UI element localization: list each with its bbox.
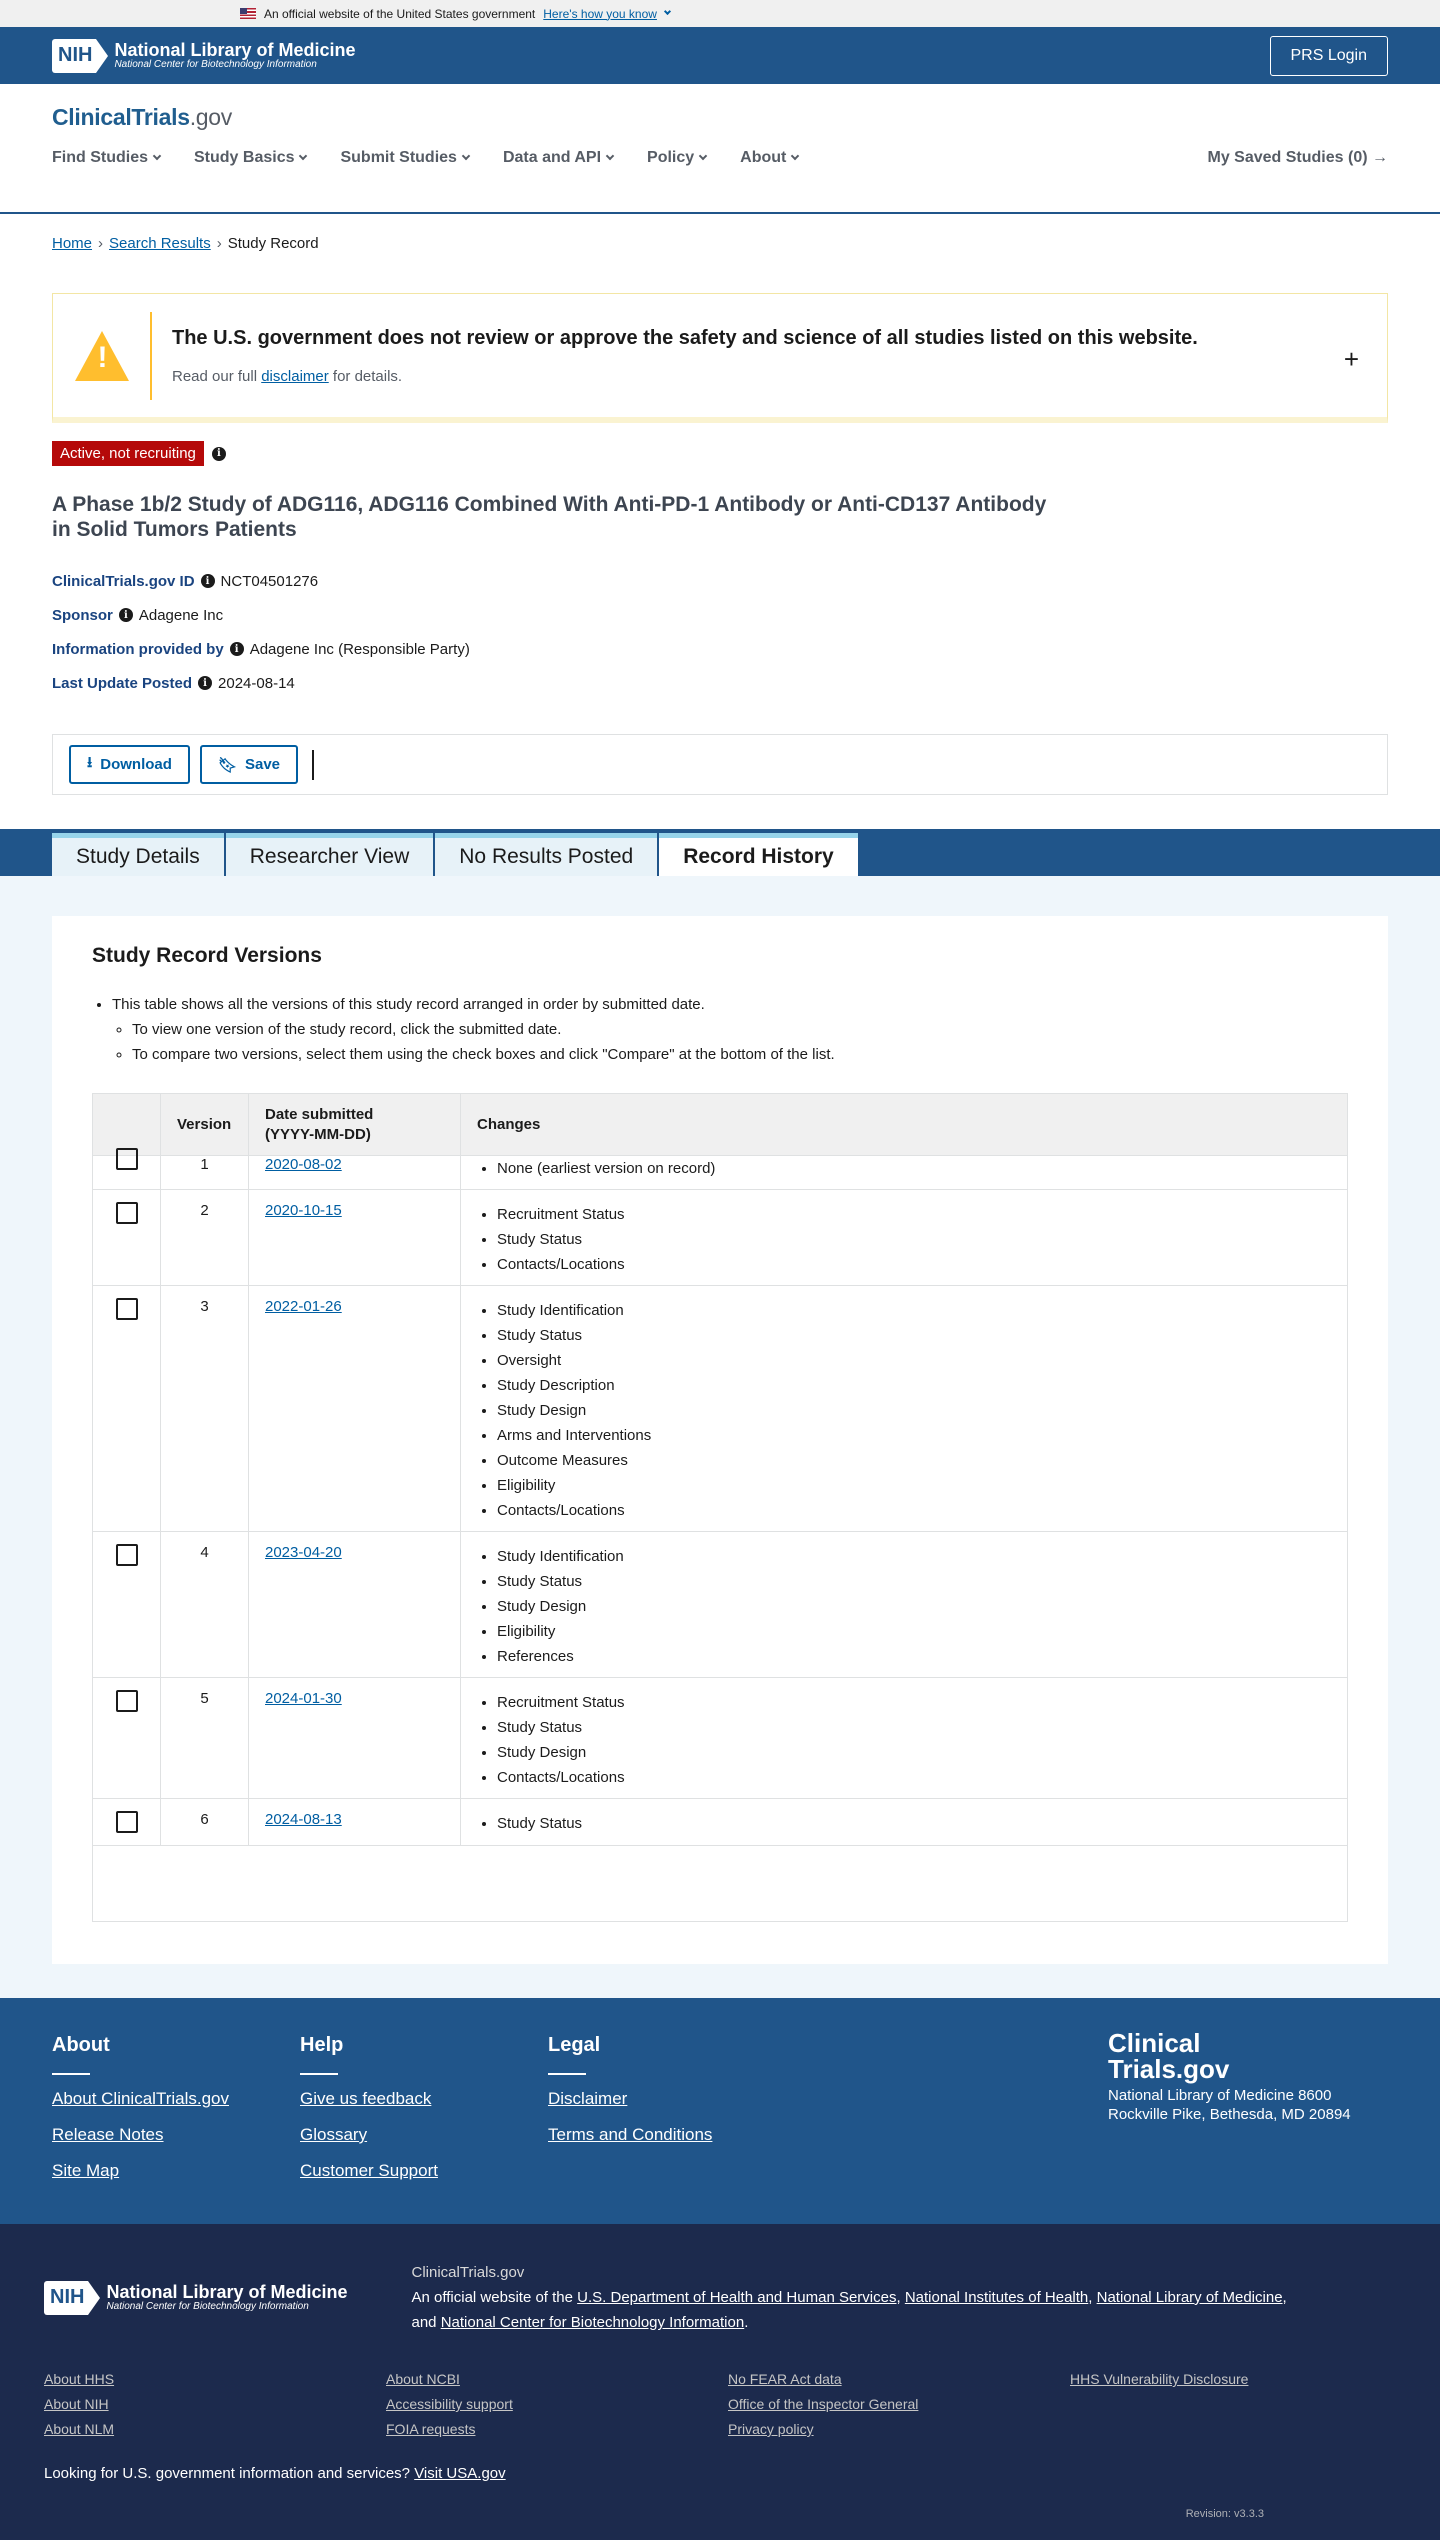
version-date-link[interactable]: 2020-10-15 [265, 1202, 342, 1219]
footer-link-glossary[interactable]: Glossary [300, 2125, 368, 2144]
footer-bottom-link[interactable]: No FEAR Act data [728, 2371, 842, 2387]
table-row [93, 1156, 1348, 1190]
footer-bottom-link[interactable]: About NCBI [386, 2371, 460, 2387]
tab-researcher-view[interactable]: Researcher View [226, 833, 434, 876]
info-icon[interactable]: i [230, 642, 244, 656]
footer-legal: Legal Disclaimer Terms and Conditions [548, 2034, 796, 2184]
version-checkbox[interactable] [116, 1202, 138, 1224]
nih-bar [0, 27, 1440, 84]
breadcrumb-current: Study Record [227, 235, 319, 252]
action-bar [52, 734, 1388, 795]
change-item: • Study Design [497, 1740, 1331, 1765]
changes-list [477, 1298, 1331, 1523]
change-item: • Study Status [497, 1323, 1331, 1348]
footer-bottom [0, 2224, 1440, 2540]
heres-how-you-know-link[interactable]: Here's how you know [543, 6, 657, 21]
meta-info-provided: Information provided by i Adagene Inc (Responsible Party) [52, 640, 470, 658]
info-icon[interactable]: i [198, 676, 212, 690]
meta-nct-id: ClinicalTrials.gov ID i NCT04501276 [52, 572, 319, 590]
clinicaltrials-logo[interactable]: ClinicalTrials.gov [52, 104, 232, 130]
main-nav [52, 149, 1388, 167]
footer-bottom-link[interactable]: Office of the Inspector General [728, 2396, 919, 2412]
nav-submit-studies[interactable]: Submit Studies [340, 149, 468, 167]
chevron-down-icon [606, 152, 614, 160]
nav-policy[interactable]: Policy [647, 149, 706, 167]
meta-sponsor: Sponsor i Adagene Inc [52, 606, 224, 624]
footer-link-site-map[interactable]: Site Map [52, 2161, 120, 2180]
ncbi-subtitle: National Center for Biotechnology Information [114, 58, 317, 70]
change-item: • Study Design [497, 1398, 1331, 1423]
revision-text: Revision: v3.3.3 [1185, 2508, 1264, 2520]
changes-list [477, 1811, 1331, 1836]
nih-mark-icon: NIH [52, 39, 108, 73]
disclaimer-title: The U.S. government does not review or approve the safety and science of all studies listed on this website. [172, 326, 1198, 349]
version-date-link[interactable]: 2020-08-02 [265, 1156, 342, 1173]
my-saved-studies-link[interactable]: My Saved Studies (0) → [1207, 149, 1388, 166]
chevron-right-icon: › [216, 235, 222, 252]
footer-bottom-link [1070, 2396, 1412, 2412]
version-checkbox[interactable] [116, 1544, 138, 1566]
footer-help: Help Give us feedback Glossary Customer Support [300, 2034, 548, 2184]
change-item: • Arms and Interventions [497, 1423, 1331, 1448]
gov-banner-text: An official website of the United States government [264, 6, 536, 21]
footer-about: About About ClinicalTrials.gov Release Notes Site Map [52, 2034, 300, 2184]
changes-list [477, 1544, 1331, 1669]
site-header [0, 84, 1440, 214]
footer-link-support[interactable]: Customer Support [300, 2161, 438, 2180]
footer-link-release-notes[interactable]: Release Notes [52, 2125, 164, 2144]
chevron-down-icon [153, 152, 161, 160]
chevron-right-icon: › [98, 235, 104, 252]
footer-bottom-link [1070, 2421, 1412, 2437]
change-item: • Recruitment Status [497, 1690, 1331, 1715]
footer-bottom-link[interactable]: About HHS [44, 2371, 115, 2387]
nav-study-basics[interactable]: Study Basics [194, 149, 306, 167]
info-icon[interactable]: i [212, 447, 226, 461]
footer-bottom-link[interactable]: Privacy policy [728, 2421, 814, 2437]
change-item: • Study Identification [497, 1298, 1331, 1323]
nav-data-and-api[interactable]: Data and API [503, 149, 613, 167]
footer-address: National Library of Medicine 8600 Rockville Pike, Bethesda, MD 20894 [1108, 2087, 1351, 2123]
breadcrumb-home[interactable]: Home [52, 235, 93, 252]
footer-link-disclaimer[interactable]: Disclaimer [548, 2089, 628, 2108]
disclaimer-alert [52, 293, 1388, 423]
change-item: • Eligibility [497, 1473, 1331, 1498]
footer-ct-logo[interactable]: Clinical Trials.gov [1108, 2028, 1230, 2084]
meta-last-update: Last Update Posted i 2024-08-14 [52, 674, 295, 692]
info-icon[interactable]: i [119, 608, 133, 622]
version-number: 5 [161, 1678, 249, 1799]
version-number: 2 [161, 1190, 249, 1286]
footer-link-about[interactable]: About ClinicalTrials.gov [52, 2089, 229, 2108]
change-item: • Study Status [497, 1811, 1331, 1836]
nlm-logo[interactable] [52, 39, 356, 73]
nav-about[interactable]: About [740, 149, 798, 167]
footer-brand [1108, 2030, 1388, 2124]
tab-no-results-posted[interactable]: No Results Posted [435, 833, 657, 876]
study-tabs [0, 829, 1440, 876]
change-item: • Contacts/Locations [497, 1765, 1331, 1790]
study-meta [52, 564, 1388, 700]
version-number: 3 [161, 1286, 249, 1532]
divider [312, 750, 314, 780]
us-flag-icon [240, 8, 256, 19]
version-date-link[interactable]: 2024-01-30 [265, 1690, 342, 1707]
status-badge: Active, not recruiting [52, 441, 204, 466]
info-icon[interactable]: i [201, 574, 215, 588]
change-item: • None (earliest version on record) [497, 1156, 1331, 1181]
versions-card [52, 916, 1388, 1964]
version-date-link[interactable]: 2024-08-13 [265, 1811, 342, 1828]
col-select [93, 1094, 161, 1156]
table-row [93, 1799, 1348, 1846]
versions-instructions: • This table shows all the versions of this study record arranged in order by submitted date. ◦ To view one version of the study record, click the submitted date. ◦ To compare two versions, select them using the check boxes and click "Compare" at the bottom of the list. [92, 992, 1348, 1067]
footer-bottom-link[interactable]: HHS Vulnerability Disclosure [1070, 2371, 1249, 2387]
version-checkbox[interactable] [116, 1298, 138, 1320]
change-item: • Contacts/Locations [497, 1252, 1331, 1277]
changes-list [477, 1202, 1331, 1277]
col-version: Version [161, 1094, 249, 1156]
chevron-down-icon [664, 8, 671, 15]
tab-study-details[interactable]: Study Details [52, 833, 224, 876]
prs-login-button[interactable]: PRS Login [1270, 36, 1389, 76]
download-button[interactable]: ⭳ Download [69, 745, 190, 784]
nlm-title: National Library of Medicine [114, 39, 356, 60]
footer-top [0, 1998, 1440, 2224]
breadcrumb [52, 235, 1388, 252]
change-item: • Study Status [497, 1715, 1331, 1740]
table-row [93, 1286, 1348, 1532]
footer-official-text: ClinicalTrials.gov An official website of the U.S. Department of Health and Human Services, National Institutes of Health, National Library of Medicine, and National Center for Biotechnology Information. [411, 2264, 1287, 2331]
nih-mark-icon: NIH [44, 2281, 100, 2315]
changes-list [477, 1156, 1331, 1181]
version-checkbox[interactable] [116, 1811, 138, 1833]
change-item: • Eligibility [497, 1619, 1331, 1644]
version-checkbox[interactable] [116, 1690, 138, 1712]
download-icon: ⭳ [87, 754, 93, 771]
tab-record-history[interactable]: Record History [659, 833, 858, 876]
footer-bottom-link[interactable]: Accessibility support [386, 2396, 513, 2412]
record-history-section [0, 876, 1440, 1998]
chevron-down-icon [299, 152, 307, 160]
footer-bottom-link[interactable]: FOIA requests [386, 2421, 476, 2437]
nih-link[interactable]: National Institutes of Health [904, 2289, 1089, 2306]
hhs-link[interactable]: U.S. Department of Health and Human Services [577, 2289, 897, 2306]
expand-plus-icon[interactable]: + [1343, 344, 1359, 374]
change-item: • Study Status [497, 1227, 1331, 1252]
warning-icon: ! [75, 331, 129, 381]
change-item: • Recruitment Status [497, 1202, 1331, 1227]
arrow-right-icon: → [1372, 149, 1388, 166]
bookmark-icon: 🔖︎ [217, 756, 237, 774]
version-number: 6 [161, 1799, 249, 1846]
disclaimer-link[interactable]: disclaimer [261, 367, 329, 385]
footer-link-feedback[interactable]: Give us feedback [300, 2089, 432, 2108]
gov-banner [0, 0, 1440, 27]
version-date-link[interactable]: 2022-01-26 [265, 1298, 342, 1315]
change-item: • References [497, 1644, 1331, 1669]
study-title: A Phase 1b/2 Study of ADG116, ADG116 Combined With Anti-PD-1 Antibody or Anti-CD137 Antibody in Solid Tumors Patients [52, 493, 1047, 541]
version-number: 1 [161, 1156, 249, 1190]
ncbi-link[interactable]: National Center for Biotechnology Information [440, 2314, 745, 2331]
visit-usa-gov-link[interactable]: Visit USA.gov [414, 2465, 506, 2482]
nav-find-studies[interactable]: Find Studies [52, 149, 160, 167]
chevron-down-icon [462, 152, 470, 160]
change-item: • Study Status [497, 1569, 1331, 1594]
table-row [93, 1532, 1348, 1678]
footer-bottom-links [44, 2371, 1396, 2437]
change-item: • Study Design [497, 1594, 1331, 1619]
footer-nlm-logo[interactable]: NIH National Library of Medicine National Center for Biotechnology Information [44, 2260, 348, 2335]
change-item: • Contacts/Locations [497, 1498, 1331, 1523]
col-changes: Changes [461, 1094, 1348, 1156]
col-date-submitted: Date submitted (YYYY-MM-DD) [249, 1094, 461, 1156]
change-item: • Study Description [497, 1373, 1331, 1398]
usa-gov-line: Looking for U.S. government information and services? Visit USA.gov [44, 2465, 506, 2482]
change-item: • Outcome Measures [497, 1448, 1331, 1473]
versions-heading: Study Record Versions [92, 944, 322, 967]
disclaimer-text: Read our full disclaimer for details. [172, 367, 403, 385]
versions-table [92, 1093, 1348, 1922]
save-button[interactable]: 🔖︎ Save [200, 745, 298, 784]
nlm-link[interactable]: National Library of Medicine [1096, 2289, 1283, 2306]
footer-bottom-link[interactable]: About NIH [44, 2396, 109, 2412]
chevron-down-icon [699, 152, 707, 160]
change-item: • Oversight [497, 1348, 1331, 1373]
changes-list [477, 1690, 1331, 1790]
version-date-link[interactable]: 2023-04-20 [265, 1544, 342, 1561]
version-checkbox[interactable] [116, 1148, 138, 1170]
change-item: • Study Identification [497, 1544, 1331, 1569]
footer-bottom-link[interactable]: About NLM [44, 2421, 115, 2437]
table-row [93, 1190, 1348, 1286]
chevron-down-icon [791, 152, 799, 160]
table-row [93, 1678, 1348, 1799]
breadcrumb-search-results[interactable]: Search Results [109, 235, 211, 252]
version-number: 4 [161, 1532, 249, 1678]
footer-link-terms[interactable]: Terms and Conditions [548, 2125, 713, 2144]
